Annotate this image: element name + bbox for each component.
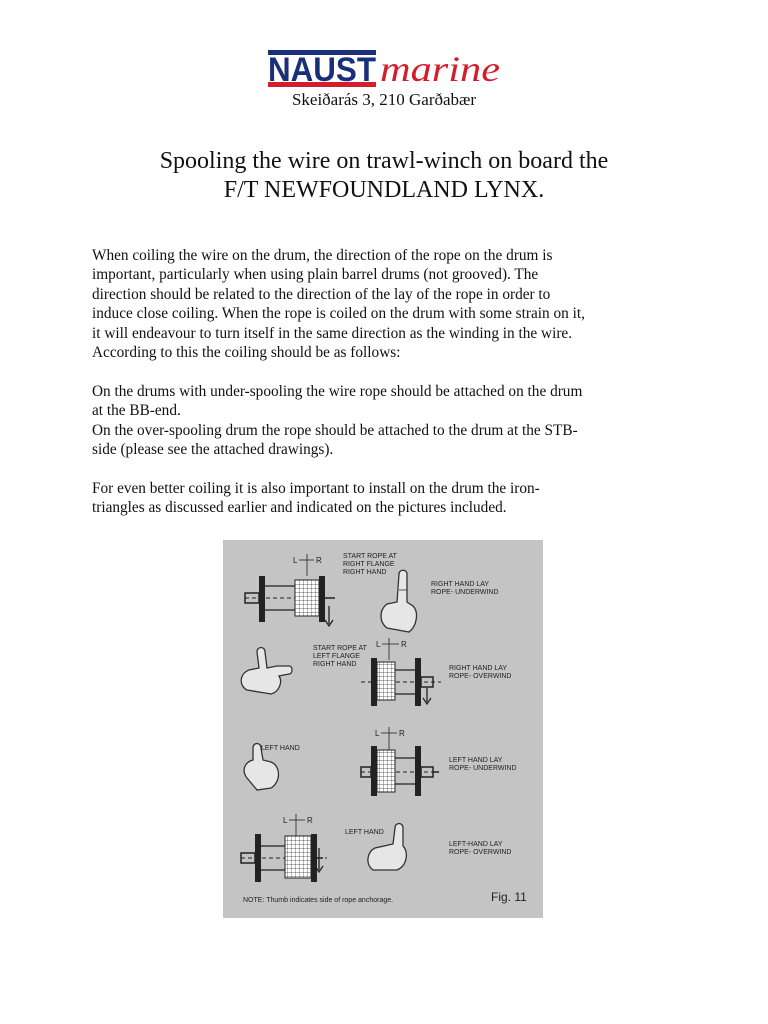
drum-diagram-4	[241, 814, 327, 882]
hand-label-line: LEFT FLANGE	[313, 653, 360, 660]
lay-label-line: ROPE- OVERWIND	[449, 673, 512, 680]
text-line: For even better coiling it is also important to install on the drum the iron-	[92, 479, 540, 497]
hand-label-line: RIGHT FLANGE	[343, 561, 395, 568]
drum-diagram-1	[245, 554, 335, 626]
spooling-figure	[223, 540, 543, 918]
hand-label-4: LEFT HAND	[345, 829, 384, 836]
figure-note: NOTE: Thumb indicates side of rope anchorage.	[243, 897, 394, 904]
lay-label-line: ROPE- OVERWIND	[449, 849, 512, 856]
text-line: On the over-spooling drum the rope should be attached to the drum at the STB-	[92, 421, 578, 439]
hand-label-2	[313, 645, 369, 668]
label-r: R	[399, 729, 405, 738]
lay-label-line: RIGHT HAND LAY	[431, 581, 489, 588]
label-l: L	[376, 640, 381, 649]
right-hand-icon-2	[241, 648, 292, 695]
text-line: When coiling the wire on the drum, the direction of the rope on the drum is	[92, 247, 553, 264]
text-line: induce close coiling. When the rope is coiled on the drum with some strain on it,	[92, 305, 585, 323]
label-l: L	[283, 816, 288, 825]
lay-label-3	[449, 757, 517, 772]
hand-label-3: LEFT HAND	[261, 745, 300, 752]
text-line: On the drums with under-spooling the wire rope should be attached on the drum	[92, 382, 583, 400]
lay-label-line: RIGHT HAND LAY	[449, 665, 507, 672]
document-body	[92, 246, 692, 537]
paragraph-coiling-direction	[92, 246, 692, 362]
text-line: important, particularly when using plain barrel drums (not grooved). The	[92, 266, 539, 284]
label-l: L	[293, 556, 298, 565]
lay-label-line: LEFT-HAND LAY	[449, 841, 503, 848]
label-r: R	[307, 816, 313, 825]
title-line-1: Spooling the wire on trawl-winch on board the	[159, 148, 609, 174]
text-line: direction should be related to the direction of the lay of the rope in order to	[92, 285, 551, 303]
label-r: R	[401, 640, 407, 649]
text-line: side (please see the attached drawings).	[92, 441, 334, 459]
figure-label: Fig. 11	[491, 890, 527, 904]
document-title	[0, 147, 768, 205]
label-l: L	[375, 729, 380, 738]
lay-label-line: ROPE- UNDERWIND	[431, 589, 499, 596]
paragraph-iron-triangles	[92, 479, 692, 518]
lay-label-2	[449, 665, 512, 680]
text-line: at the BB-end.	[92, 402, 181, 420]
hand-label-line: RIGHT HAND	[343, 569, 387, 576]
lay-label-line: LEFT HAND LAY	[449, 757, 503, 764]
logo-marine-text: marine	[380, 49, 501, 89]
lay-label-1	[431, 581, 499, 596]
paragraph-drum-attachment	[92, 382, 692, 460]
logo-naust-text: NAUST	[268, 51, 377, 89]
drum-diagram-3	[361, 727, 439, 796]
drum-diagram-2	[361, 638, 441, 706]
text-line: it will endeavour to turn itself in the same direction as the winding in the wire.	[92, 324, 573, 342]
lay-label-4	[449, 841, 512, 856]
hand-label-line: RIGHT HAND	[313, 661, 357, 668]
label-r: R	[316, 556, 322, 565]
naust-marine-logo	[266, 42, 506, 94]
text-line: triangles as discussed earlier and indicated on the pictures included.	[92, 499, 507, 517]
right-hand-icon-1	[381, 570, 416, 632]
hand-label-line: START ROPE AT	[343, 553, 397, 560]
company-address: Skeiðarás 3, 210 Garðabær	[291, 90, 477, 109]
title-line-2: F/T NEWFOUNDLAND LYNX.	[223, 177, 545, 203]
hand-label-1	[343, 553, 399, 576]
lay-label-line: ROPE- UNDERWIND	[449, 765, 517, 772]
text-line: According to this the coiling should be as follows:	[92, 344, 401, 362]
hand-label-line: START ROPE AT	[313, 645, 367, 652]
